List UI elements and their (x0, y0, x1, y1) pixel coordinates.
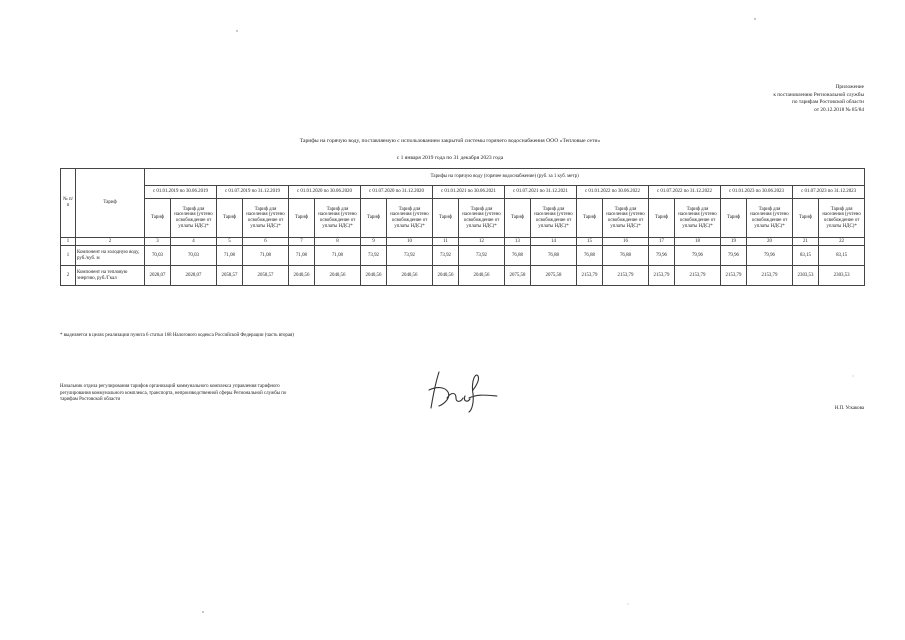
period-header: с 01.07.2020 по 31.12.2020 (361, 186, 433, 199)
table-cell: 83,15 (819, 246, 865, 266)
table-cell: 71,08 (315, 246, 361, 266)
sub-header-population-tariff: Тариф для населения (учтено освобождение от уплаты НДС)* (171, 199, 217, 238)
table-cell: 76,88 (577, 246, 603, 266)
table-cell: 70,03 (145, 246, 171, 266)
column-number: 18 (675, 238, 721, 246)
tariff-table (60, 168, 865, 286)
column-number: 16 (603, 238, 649, 246)
period-header: с 01.01.2020 по 30.06.2020 (289, 186, 361, 199)
table-cell: 71,08 (289, 246, 315, 266)
row-number: 2 (61, 266, 76, 286)
sub-header-population-tariff: Тариф для населения (учтено освобождение от уплаты НДС)* (387, 199, 433, 238)
sub-header-tariff: Тариф (721, 199, 747, 238)
table-cell: 2303,53 (793, 266, 819, 286)
signer-name: Н.П. Ускакова (834, 406, 864, 411)
table-cell: 73,92 (459, 246, 505, 266)
table-cell: 2040,56 (289, 266, 315, 286)
column-number: 15 (577, 238, 603, 246)
sub-header-tariff: Тариф (289, 199, 315, 238)
sub-header-tariff: Тариф (361, 199, 387, 238)
column-number: 4 (171, 238, 217, 246)
sub-header-population-tariff: Тариф для населения (учтено освобождение от уплаты НДС)* (531, 199, 577, 238)
sub-header-population-tariff: Тариф для населения (учтено освобождение от уплаты НДС)* (819, 199, 865, 238)
period-header: с 01.01.2023 по 30.06.2023 (721, 186, 793, 199)
period-header-row (61, 186, 865, 199)
table-cell: 2040,56 (361, 266, 387, 286)
column-number: 12 (459, 238, 505, 246)
sub-header-tariff: Тариф (217, 199, 243, 238)
sub-header-population-tariff: Тариф для населения (учтено освобождение от уплаты НДС)* (459, 199, 505, 238)
appendix-line: от 20.12.2018 № 85/84 (814, 106, 864, 113)
table-cell: 70,03 (171, 246, 217, 266)
column-number: 5 (217, 238, 243, 246)
table-cell: 2028,07 (145, 266, 171, 286)
document-title: Тарифы на горячую воду, поставляемую с использованием закрытой системы горячего водоснабжения ООО «Тепловые сети» (299, 138, 601, 144)
column-number-row (61, 238, 865, 246)
column-number: 11 (433, 238, 459, 246)
table-cell: 73,92 (387, 246, 433, 266)
header-tariff: Тариф (76, 169, 145, 238)
document-subtitle: с 1 января 2019 года по 31 декабря 2023 года (396, 155, 504, 161)
column-number: 2 (76, 238, 145, 246)
column-number: 21 (793, 238, 819, 246)
sub-header-population-tariff: Тариф для населения (учтено освобождение от уплаты НДС)* (675, 199, 721, 238)
sub-header-population-tariff: Тариф для населения (учтено освобождение от уплаты НДС)* (603, 199, 649, 238)
table-cell: 2153,79 (577, 266, 603, 286)
table-cell: 2153,79 (603, 266, 649, 286)
header-group: Тарифы на горячую воду (горячее водоснабжение) (руб. за 1 куб. метр) (145, 169, 865, 186)
table-row (61, 266, 865, 286)
table-cell: 2303,53 (819, 266, 865, 286)
column-number: 10 (387, 238, 433, 246)
appendix-line: по тарифам Ростовской области (792, 99, 864, 106)
table-cell: 2075,58 (505, 266, 531, 286)
column-number: 8 (315, 238, 361, 246)
table-cell: 2058,57 (243, 266, 289, 286)
column-number: 1 (61, 238, 76, 246)
period-header: с 01.07.2022 по 31.12.2022 (649, 186, 721, 199)
column-number: 17 (649, 238, 675, 246)
table-cell: 79,96 (747, 246, 793, 266)
sub-header-tariff: Тариф (505, 199, 531, 238)
period-header: с 01.07.2023 по 31.12.2023 (793, 186, 865, 199)
column-number: 9 (361, 238, 387, 246)
table-cell: 79,96 (649, 246, 675, 266)
table-cell: 79,96 (721, 246, 747, 266)
signature-image (425, 368, 505, 418)
period-header: с 01.07.2019 по 31.12.2019 (217, 186, 289, 199)
table-cell: 2040,56 (315, 266, 361, 286)
column-number: 22 (819, 238, 865, 246)
table-cell: 71,08 (243, 246, 289, 266)
row-name: Компонент на тепловую энергию, руб./Гкал (76, 266, 145, 286)
column-number: 14 (531, 238, 577, 246)
sub-header-tariff: Тариф (433, 199, 459, 238)
column-number: 19 (721, 238, 747, 246)
sub-header-tariff: Тариф (649, 199, 675, 238)
table-cell: 76,88 (531, 246, 577, 266)
period-header: с 01.01.2021 по 30.06.2021 (433, 186, 505, 199)
table-cell: 2028,07 (171, 266, 217, 286)
table-cell: 2153,79 (675, 266, 721, 286)
table-cell: 83,15 (793, 246, 819, 266)
period-header: с 01.01.2019 по 30.06.2019 (145, 186, 217, 199)
table-cell: 2153,79 (721, 266, 747, 286)
appendix-line: к постановлению Региональной службы (773, 91, 864, 98)
table-cell: 2058,57 (217, 266, 243, 286)
footnote: * выделяется в целях реализации пункта 6 статьи 168 Налогового кодекса Российской Федерации (часть вторая) (60, 333, 294, 338)
sub-header-population-tariff: Тариф для населения (учтено освобождение от уплаты НДС)* (315, 199, 361, 238)
sub-header-tariff: Тариф (145, 199, 171, 238)
column-number: 13 (505, 238, 531, 246)
appendix-line: Приложение (835, 84, 864, 90)
sub-header-population-tariff: Тариф для населения (учтено освобождение от уплаты НДС)* (243, 199, 289, 238)
column-number: 7 (289, 238, 315, 246)
signer-position: Начальник отдела регулирования тарифов организаций коммунального комплекса управления тарифного регулирования коммунального комплекса, транспорта, непроизводственной сферы Региональной службы по тарифам Ростовской области (60, 384, 287, 403)
table-row (61, 246, 865, 266)
table-cell: 2040,56 (387, 266, 433, 286)
row-name: Компонент на холодную воду, руб./куб. м (76, 246, 145, 266)
table-cell: 2040,56 (459, 266, 505, 286)
table-cell: 73,92 (361, 246, 387, 266)
table-cell: 76,88 (505, 246, 531, 266)
table-cell: 76,88 (603, 246, 649, 266)
period-header: с 01.01.2022 по 30.06.2022 (577, 186, 649, 199)
column-number: 20 (747, 238, 793, 246)
table-cell: 71,08 (217, 246, 243, 266)
sub-header-tariff: Тариф (577, 199, 603, 238)
table-cell: 73,92 (433, 246, 459, 266)
table-cell: 2040,56 (433, 266, 459, 286)
row-number: 1 (61, 246, 76, 266)
sub-header-row (61, 199, 865, 238)
header-number: № п/п (61, 169, 76, 238)
table-cell: 79,96 (675, 246, 721, 266)
column-number: 3 (145, 238, 171, 246)
sub-header-population-tariff: Тариф для населения (учтено освобождение от уплаты НДС)* (747, 199, 793, 238)
table-cell: 2153,79 (649, 266, 675, 286)
period-header: с 01.07.2021 по 31.12.2021 (505, 186, 577, 199)
column-number: 6 (243, 238, 289, 246)
sub-header-tariff: Тариф (793, 199, 819, 238)
table-cell: 2075,58 (531, 266, 577, 286)
table-cell: 2153,79 (747, 266, 793, 286)
appendix-block (700, 84, 864, 114)
